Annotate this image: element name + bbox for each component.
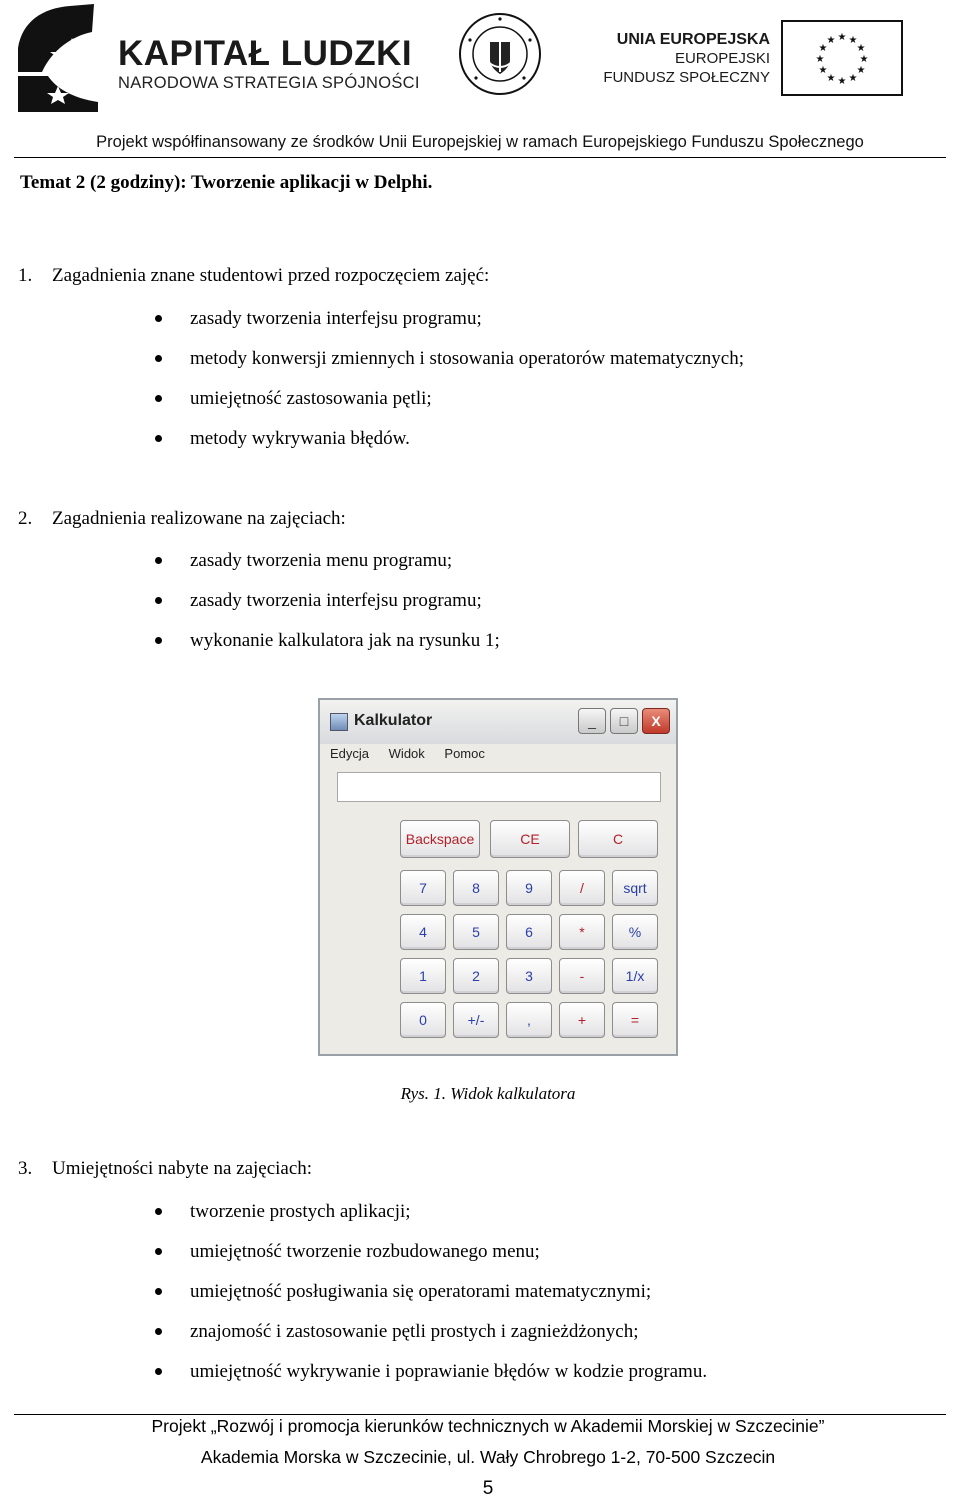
list-item [0, 1312, 707, 1352]
key-3-button[interactable]: 3 [506, 958, 552, 994]
figure-caption: Rys. 1. Widok kalkulatora [400, 1084, 576, 1103]
svg-text:★: ★ [815, 54, 825, 65]
kapital-ludzki-title: KAPITAŁ LUDZKI [118, 34, 413, 73]
list-item [0, 581, 500, 621]
section-2-list [0, 541, 500, 661]
percent-button[interactable]: % [612, 914, 658, 950]
list-item-text: znajomość i zastosowanie pętli prostych i zagnieżdżonych; [190, 1321, 639, 1342]
kapital-ludzki-logo [12, 2, 108, 114]
bullet-icon [155, 395, 162, 402]
eu-flag-icon [781, 20, 903, 96]
page-number: 5 [482, 1478, 494, 1499]
bullet-icon [155, 355, 162, 362]
bullet-icon [155, 1328, 162, 1335]
minimize-button[interactable]: _ [578, 708, 606, 734]
svg-text:★: ★ [856, 65, 866, 76]
list-item [0, 1232, 707, 1272]
minus-button[interactable]: - [559, 958, 605, 994]
list-item-text: umiejętność posługiwania się operatorami matematycznymi; [190, 1281, 652, 1302]
svg-text:★: ★ [837, 32, 847, 43]
header-cofinancing-note: Projekt współfinansowany ze środków Unii Europejskiej w ramach Europejskiego Funduszu Społecznego [96, 133, 864, 151]
list-item [0, 339, 744, 379]
svg-text:★: ★ [826, 73, 836, 84]
ue-fund-text [603, 30, 770, 87]
section-2-heading [18, 508, 346, 530]
c-button[interactable]: C [578, 820, 658, 858]
ue-line-3: FUNDUSZ SPOŁECZNY [603, 69, 770, 86]
key-9-button[interactable]: 9 [506, 870, 552, 906]
key-8-button[interactable]: 8 [453, 870, 499, 906]
bullet-icon [155, 1288, 162, 1295]
bullet-icon [155, 1248, 162, 1255]
equals-button[interactable]: = [612, 1002, 658, 1038]
list-item [0, 1192, 707, 1232]
section-2-title: Zagadnienia realizowane na zajęciach: [52, 508, 346, 529]
calculator-window-figure [318, 698, 678, 1056]
key-5-button[interactable]: 5 [453, 914, 499, 950]
list-item-text: zasady tworzenia interfejsu programu; [190, 308, 482, 329]
multiply-button[interactable]: * [559, 914, 605, 950]
key-2-button[interactable]: 2 [453, 958, 499, 994]
backspace-button[interactable]: Backspace [400, 820, 480, 858]
list-item-text: zasady tworzenia interfejsu programu; [190, 590, 482, 611]
key-7-button[interactable]: 7 [400, 870, 446, 906]
plus-button[interactable]: + [559, 1002, 605, 1038]
section-3-number: 3. [18, 1158, 33, 1179]
list-item-text: zasady tworzenia menu programu; [190, 550, 453, 571]
list-item [0, 379, 744, 419]
section-3-list [0, 1192, 707, 1392]
svg-text:★: ★ [837, 76, 847, 87]
calculator-app-icon [330, 713, 348, 731]
list-item [0, 1352, 707, 1392]
list-item [0, 299, 744, 339]
list-item [0, 541, 500, 581]
key-6-button[interactable]: 6 [506, 914, 552, 950]
menu-item-pomoc[interactable]: Pomoc [444, 746, 485, 761]
kapital-ludzki-subtitle: NARODOWA STRATEGIA SPÓJNOŚCI [118, 74, 420, 92]
list-item-text: tworzenie prostych aplikacji; [190, 1201, 411, 1222]
list-item-text: wykonanie kalkulatora jak na rysunku 1; [190, 630, 500, 651]
footer-divider [14, 1414, 946, 1415]
list-item [0, 621, 500, 661]
section-1-title: Zagadnienia znane studentowi przed rozpoczęciem zajęć: [52, 265, 490, 286]
svg-text:★: ★ [856, 43, 866, 54]
plus-minus-button[interactable]: +/- [453, 1002, 499, 1038]
key-4-button[interactable]: 4 [400, 914, 446, 950]
list-item-text: umiejętność zastosowania pętli; [190, 388, 432, 409]
svg-text:★: ★ [848, 73, 858, 84]
menu-item-widok[interactable]: Widok [388, 746, 425, 761]
svg-text:★: ★ [859, 54, 869, 65]
page-header [0, 0, 960, 135]
bullet-icon [155, 315, 162, 322]
list-item-text: umiejętność tworzenie rozbudowanego menu; [190, 1241, 540, 1262]
reciprocal-button[interactable]: 1/x [612, 958, 658, 994]
list-item-text: metody wykrywania błędów. [190, 428, 410, 449]
calculator-menu-bar [330, 746, 501, 761]
section-3-heading [18, 1158, 312, 1180]
list-item [0, 1272, 707, 1312]
bullet-icon [155, 435, 162, 442]
key-1-button[interactable]: 1 [400, 958, 446, 994]
key-0-button[interactable]: 0 [400, 1002, 446, 1038]
divide-button[interactable]: / [559, 870, 605, 906]
topic-heading: Temat 2 (2 godziny): Tworzenie aplikacji w Delphi. [20, 172, 433, 193]
sqrt-button[interactable]: sqrt [612, 870, 658, 906]
list-item-text: metody konwersji zmiennych i stosowania operatorów matematycznych; [190, 348, 745, 369]
menu-item-edycja[interactable]: Edycja [330, 746, 370, 761]
header-divider [14, 157, 946, 158]
ue-line-2: EUROPEJSKI [674, 50, 770, 67]
bullet-icon [155, 597, 162, 604]
decimal-button[interactable]: , [506, 1002, 552, 1038]
maximize-button[interactable]: □ [610, 708, 638, 734]
footer-address-line: Akademia Morska w Szczecinie, ul. Wały Chrobrego 1-2, 70-500 Szczecin [200, 1447, 776, 1467]
bullet-icon [155, 637, 162, 644]
close-button[interactable]: X [642, 708, 670, 734]
section-1-number: 1. [18, 265, 33, 286]
calculator-title: Kalkulator [354, 712, 433, 729]
list-item-text: umiejętność wykrywanie i poprawianie błędów w kodzie programu. [190, 1361, 708, 1382]
svg-text:★: ★ [848, 35, 858, 46]
akademia-morska-seal-logo [458, 12, 542, 96]
list-item [0, 419, 744, 459]
bullet-icon [155, 557, 162, 564]
bullet-icon [155, 1368, 162, 1375]
ue-line-1: UNIA EUROPEJSKA [616, 31, 770, 48]
section-1-list [0, 299, 744, 459]
svg-text:★: ★ [818, 43, 828, 54]
bullet-icon [155, 1208, 162, 1215]
svg-text:★: ★ [826, 35, 836, 46]
footer-project-line: Projekt „Rozwój i promocja kierunków technicznych w Akademii Morskiej w Szczecinie” [151, 1416, 825, 1436]
calculator-display[interactable] [337, 772, 661, 802]
calculator-title-bar [320, 700, 676, 744]
svg-text:★: ★ [818, 65, 828, 76]
section-1-heading [18, 265, 489, 287]
ce-button[interactable]: CE [490, 820, 570, 858]
section-3-title: Umiejętności nabyte na zajęciach: [52, 1158, 313, 1179]
section-2-number: 2. [18, 508, 33, 529]
